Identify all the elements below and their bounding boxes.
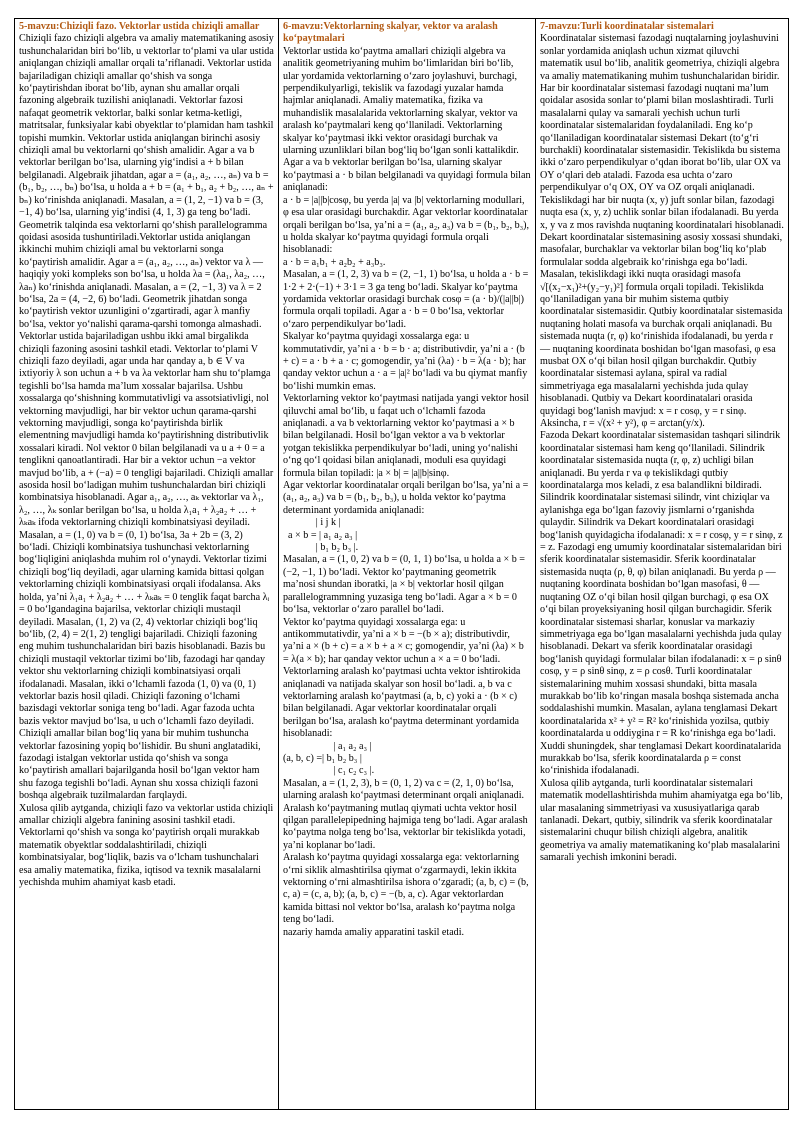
mixed-product-determinant (283, 741, 531, 778)
cross-product-determinant (283, 517, 531, 554)
determinant-line: | a₁ a₂ a₃ | (283, 740, 372, 752)
topic-6-body-part-1: Vektorlar ustida koʻpaytma amallari chiziqli algebra va analitik geometriyaning muhim boʻlimlaridan biri boʻlib, ular yordamida vektorlarning oʻzaro joylashuvi, burchagi, perpendikulyarligi, tekislik va fazodagi yuzalar hamda hajmlar aniqlanadi. Amaliy matematika, fizika va muhandislik masalalarida vektorlarning skalyar, vektor va aralash koʻpaytmalari keng qoʻllaniladi. Vektorlarning skalyar koʻpaytmasi ikki vektor orasidagi burchak va ularning uzunliklari bilan bogʻliq boʻlgan sonli kattalikdir. Agar a va b vektorlar berilgan boʻlsa, ularning skalyar koʻpaytmasi a · b bilan belgilanadi va quyidagi formula bilan aniqlanadi: a · b = |a||b|cosφ, bu yerda |a| va |b| vektorlarning modullari, φ esa ular orasidagi burchakdir. Agar vektorlar koordinatalar orqali berilgan boʻlsa, yaʼni a = (a₁, a₂, a₃) va b = (b₁, b₂, b₃), u holda skalyar koʻpaytma quyidagi formula orqali hisoblanadi: a · b = a₁b₁ + a₂b₂ + a₃b₃. Masalan, a = (1, 2, 3) va b = (2, −1, 1) boʻlsa, u holda a · b = 1·2 + 2·(−1) + 3·1 = 3 ga teng boʻladi. Skalyar koʻpaytma yordamida vektorlar orasidagi burchak cosφ = (a · b)/(|a||b|) formula orqali topiladi. Agar a · b = 0 boʻlsa, vektorlar oʻzaro perpendikulyar boʻladi. Skalyar koʻpaytma quyidagi xossalarga ega: u kommutativdir, yaʼni a · b = b · a; distributivdir, yaʼni a · (b + c) = a · b + a · c; gomogendir, yaʼni (λa) · b = λ(a · b); har qanday vektor uchun a · a = |a|² boʻladi va bu qiymat manfiy boʻlishi mumkin emas. Vektorlarning vektor koʻpaytmasi natijada yangi vektor hosil qiluvchi amal boʻlib, u faqat uch oʻlchamli fazoda aniqlanadi. a va b vektorlarning vektor koʻpaytmasi a × b bilan belgilanadi. Hosil boʻlgan vektor a va b vektorlar yotgan tekislikka perpendikulyar boʻladi, uning yoʻnalishi oʻng qoʻl qoidasi bilan aniqlanadi, moduli esa quyidagi formula bilan topiladi: |a × b| = |a||b|sinφ. Agar vektorlar koordinatalar orqali berilgan boʻlsa, yaʼni a = (a₁, a₂, a₃) va b = (b₁, b₂, b₃), u holda vektor koʻpaytma determinant yordamida aniqlanadi: (283, 45, 531, 516)
determinant-line: a × b = | a₁ a₂ a₃ | (283, 529, 358, 541)
determinant-line: | b₁ b₂ b₃ |. (283, 542, 359, 554)
topic-7-title: 7-mavzu:Turli koordinatalar sistemalari (540, 21, 714, 32)
topic-5-body: Chiziqli fazo chiziqli algebra va amaliy matematikaning asosiy tushunchalaridan biri boʻlib, u vektorlar toʻplami va ular ustida aniqlangan chiziqli amallar orqali taʼriflanadi. Vektorlar ustida bajariladigan chiziqli amallar qoʻshish va songa koʻpaytirishdan iborat boʻlib, aynan shu amallar orqali fazoning algebraik tuzilishi aniqlanadi. Vektorlar fazosi nafaqat geometrik vektorlar, balki sonlar ketma-ketligi, matritsalar, funksiyalar kabi obyektlar toʻplamidan ham tashkil topishi mumkin. Vektorlar ustida aniqlangan birinchi asosiy chiziqli amal bu vektorlarni qoʻshish amalidir. Agar a va b vektorlar berilgan boʻlsa, ularning yigʻindisi a + b bilan belgilanadi. Algebraik jihatdan, agar a = (a₁, a₂, …, aₙ) va b = (b₁, b₂, …, bₙ) boʻlsa, u holda a + b = (a₁ + b₁, a₂ + b₂, …, aₙ + bₙ) koʻrinishda aniqlanadi. Masalan, a = (1, 2, −1) va b = (3, −1, 4) boʻlsa, ularning yigʻindisi (4, 1, 3) ga teng boʻladi. Geometrik talqinda esa vektorlarni qoʻshish parallelogramma qoidasi asosida tushuntiriladi.Vektorlar ustida aniqlangan ikkinchi muhim chiziqli amal bu vektorlarni songa koʻpaytirish amalidir. Agar a = (a₁, a₂, …, aₙ) vektor va λ — haqiqiy yoki kompleks son boʻlsa, u holda λa = (λa₁, λa₂, …, λaₙ) koʻrinishda aniqlanadi. Masalan, a = (2, −1, 3) va λ = 2 boʻlsa, 2a = (4, −2, 6) boʻladi. Geometrik jihatdan songa koʻpaytirish vektor uzunligini oʻzgartiradi, agar λ manfiy boʻlsa, vektor yoʻnalishi qarama-qarshi tomonga almashadi. Vektorlar ustida bajariladigan ushbu ikki amal birgalikda chiziqli fazoning asosini tashkil etadi. Vektorlar toʻplami V chiziqli fazo deyiladi, agar unda har qanday a, b ∈ V va ixtiyoriy λ son uchun a + b va λa vektorlar ham shu toʻplamga tegishli boʻlsa hamda maʼlum xossalar bajarilsa. Ushbu xossalarga qoʻshishning kommutativligi va assotsiativligi, nol vektorning mavjudligi, har bir vektor uchun qarama-qarshi vektorning mavjudligi, songa koʻpaytirishda birlik elementning mavjudligi hamda koʻpaytirishning distributivlik xossalari kiradi. Nol vektor 0 bilan belgilanadi va u a + 0 = a tenglikni qanoatlantiradi. Har bir a vektor uchun −a vektor mavjud boʻlib, a + (−a) = 0 tengligi bajariladi. Chiziqli amallar asosida hosil boʻladigan muhim tushunchalardan biri chiziqli kombinatsiya hisoblanadi. Agar a₁, a₂, …, aₖ vektorlar va λ₁, λ₂, …, λₖ sonlar berilgan boʻlsa, u holda λ₁a₁ + λ₂a₂ + … + λₖaₖ ifoda vektorlarning chiziqli kombinatsiyasi deyiladi. Masalan, a = (1, 0) va b = (0, 1) boʻlsa, 3a + 2b = (3, 2) boʻladi. Chiziqli kombinatsiya tushunchasi vektorlarning bogʻliqligini aniqlashda muhim rol oʻynaydi. Vektorlar tizimi chiziqli bogʻliq deyiladi, agar ularning kamida bittasi qolgan vektorlarning chiziqli kombinatsiyasi orqali ifodalansa. Aks holda, yaʼni λ₁a₁ + λ₂a₂ + … + λₖaₖ = 0 tenglik faqat barcha λᵢ = 0 boʻlgandagina bajarilsa, vektorlar chiziqli mustaqil deyiladi. Masalan, (1, 2) va (2, 4) vektorlar chiziqli bogʻliq boʻlib, (2, 4) = 2(1, 2) tengligi bajariladi. Chiziqli fazoning eng muhim tushunchalaridan biri bazis hisoblanadi. Bazis bu chiziqli mustaqil vektorlar tizimi boʻlib, fazodagi har qanday vektor shu vektorlarning chiziqli kombinatsiyasi orqali ifodalanadi. Masalan, ikki oʻlchamli fazoda (1, 0) va (0, 1) vektorlar bazis hosil qiladi. Chiziqli fazoning oʻlchami bazisdagi vektorlar soniga teng boʻladi. Agar fazoda uchta bazis vektor mavjud boʻlsa, u uch oʻlchamli fazo deyiladi. Chiziqli amallar bilan bogʻliq yana bir muhim tushuncha vektorlar fazosining yopiq boʻlishidir. Bu shuni anglatadiki, fazodagi istalgan vektorlar ustida qoʻshish va songa koʻpaytirish amallari bajarilganda hosil boʻlgan vektor ham shu fazoga tegishli boʻladi. Aynan shu xossa chiziqli fazoni boshqa algebraik tuzilmalardan farqlaydi. Xulosa qilib aytganda, chiziqli fazo va vektorlar ustida chiziqli amallar chiziqli algebra fanining asosini tashkil etadi. Vektorlarni qoʻshish va songa koʻpaytirish orqali murakkab matematik obyektlar soddalashtiriladi, chiziqli kombinatsiyalar, bogʻliqlik, bazis va oʻlcham tushunchalari esa amaliy matematika, fizika, iqtisod va texnik masalalarni yechishda muhim ahamiyat kasb etadi. (19, 33, 274, 889)
column-topic-5 (15, 19, 279, 1110)
topic-6-title: 6-mavzu:Vektorlarning skalyar, vektor va aralash koʻpaytmalari (283, 21, 498, 45)
column-topic-6 (279, 19, 536, 1110)
topic-7-body: Koordinatalar sistemasi fazodagi nuqtalarning joylashuvini sonlar yordamida aniqlash uchun xizmat qiluvchi matematik usul boʻlib, analitik geometriya, chiziqli algebra va amaliy matematikaning muhim tushunchalaridan biridir. Har bir koordinatalar sistemasi fazodagi nuqtani maʼlum qoidalar asosida sonlar toʻplami bilan moslashtiradi. Turli masalalarni qulay va samarali yechish uchun turli koordinatalar sistemalaridan foydalaniladi. Eng koʻp qoʻllaniladigan koordinatalar sistemasi Dekart (toʻgʻri burchakli) koordinatalar sistemasidir. Tekislikda bu sistema ikki oʻzaro perpendikulyar oʻqdan iborat boʻlib, ular OX va OY oʻqlari deb ataladi. Fazoda esa uchta oʻzaro perpendikulyar oʻq OX, OY va OZ orqali aniqlanadi. Tekislikdagi har bir nuqta (x, y) juft sonlar bilan, fazodagi nuqta esa (x, y, z) uchlik sonlar bilan ifodalanadi. Bu yerda x, y va z mos ravishda nuqtaning koordinatalari hisoblanadi. Dekart koordinatalar sistemasining asosiy xossasi shundaki, masofalar, burchaklar va vektorlar bilan bogʻliq koʻplab formulalar sodda algebraik koʻrinishga ega boʻladi. Masalan, tekislikdagi ikki nuqta orasidagi masofa √[(x₂−x₁)²+(y₂−y₁)²] formula orqali topiladi. Tekislikda qoʻllaniladigan yana bir muhim sistema qutbiy koordinatalar sistemasidir. Qutbiy koordinatalar sistemasida nuqtaning holati masofa va burchak orqali aniqlanadi. Bu sistemada nuqta (r, φ) koʻrinishida ifodalanadi, bu yerda r — nuqtaning koordinata boshidan boʻlgan masofasi, φ esa musbat OX oʻqi bilan hosil qilgan burchakdir. Qutbiy koordinatalar sistemasi aylana, spiral va radial simmetriyaga ega masalalarni yechishda juda qulay hisoblanadi. Qutbiy va Dekart koordinatalari orasida quyidagi bogʻlanish mavjud: x = r cosφ, y = r sinφ. Aksincha, r = √(x² + y²), φ = arctan(y/x). Fazoda Dekart koordinatalar sistemasidan tashqari silindrik koordinatalar sistemasi ham keng qoʻllaniladi. Silindrik koordinatalar sistemasida nuqta (r, φ, z) uchligi bilan aniqlanadi. Bu yerda r va φ tekislikdagi qutbiy koordinatalarga mos keladi, z esa balandlikni bildiradi. Silindrik koordinatalar sistemasi silindr, vint chiziqlar va aylanishga ega boʻlgan fazoviy jismlarni oʻrganishda qulaydir. Silindrik va Dekart koordinatalari orasidagi bogʻlanish quyidagicha ifodalanadi: x = r cosφ, y = r sinφ, z = z. Fazodagi eng umumiy koordinatalar sistemalaridan biri sferik koordinatalar sistemasidir. Sferik koordinatalar sistemasida nuqta (ρ, θ, φ) bilan aniqlanadi. Bu yerda ρ — nuqtaning koordinata boshidan boʻlgan masofasi, θ — nuqtaning OZ oʻqi bilan hosil qilgan burchagi, φ esa OX oʻqi bilan proyeksiyaning hosil qilgan burchagidir. Sferik koordinatalar sistemasi sharlar, konuslar va markaziy simmetriyaga ega boʻlgan masalalarni yechishda juda qulay hisoblanadi. Dekart va sferik koordinatalar orasidagi bogʻlanish quyidagi formulalar bilan ifodalanadi: x = ρ sinθ cosφ, y = ρ sinθ sinφ, z = ρ cosθ. Turli koordinatalar sistemalarining muhim xossasi shundaki, bitta masala murakkab boʻlib koʻringan masala boshqa sistemada ancha soddalashishi mumkin. Masalan, aylana tenglamasi Dekart koordinatalarida x² + y² = R² koʻrinishida yozilsa, qutbiy koordinatalarda u oddiygina r = R koʻrinishga ega boʻladi. Xuddi shuningdek, shar tenglamasi Dekart koordinatalarida murakkab boʻlsa, sferik koordinatalarda ρ = const koʻrinishida ifodalanadi. Xulosa qilib aytganda, turli koordinatalar sistemalari matematik modellashtirishda muhim ahamiyatga ega boʻlib, ular masalaning simmetriyasi va xususiyatlariga qarab tanlanadi. Dekart, qutbiy, silindrik va sferik koordinatalar sistemalarini chuqur bilish chiziqli algebra, analitik geometriya va amaliy matematikaning koʻplab masalalarini samarali yechish imkonini beradi. (540, 33, 784, 864)
topic-6-body-part-2: Masalan, a = (1, 0, 2) va b = (0, 1, 1) boʻlsa, u holda a × b = (−2, −1, 1) boʻladi. Vektor koʻpaytmaning geometrik maʼnosi shundan iboratki, |a × b| vektorlar hosil qilgan parallelogrammning yuzasiga teng boʻladi. Agar a × b = 0 boʻlsa, vektorlar oʻzaro parallel boʻladi. Vektor koʻpaytma quyidagi xossalarga ega: u antikommutativdir, yaʼni a × b = −(b × a); distributivdir, yaʼni a × (b + c) = a × b + a × c; gomogendir, yaʼni (λa) × b = λ(a × b); har qanday vektor uchun a × a = 0 boʻladi. Vektorlarning aralash koʻpaytmasi uchta vektor ishtirokida aniqlanadi va natijada skalyar son hosil boʻladi. a, b va c vektorlarning aralash koʻpaytmasi (a, b, c) yoki a · (b × c) bilan belgilanadi. Agar vektorlar koordinatalar orqali berilgan boʻlsa, aralash koʻpaytma determinant yordamida hisoblanadi: (283, 554, 525, 740)
topic-6-body-part-3: Masalan, a = (1, 2, 3), b = (0, 1, 2) va c = (2, 1, 0) boʻlsa, ularning aralash koʻpaytmasi determinant orqali aniqlanadi. Aralash koʻpaytmaning mutlaq qiymati uchta vektor hosil qilgan parallelepipedning hajmiga teng boʻladi. Agar aralash koʻpaytma nolga teng boʻlsa, vektorlar bir tekislikda yotadi, yaʼni koplanar boʻladi. Aralash koʻpaytma quyidagi xossalarga ega: vektorlarning oʻrni siklik almashtirilsa qiymat oʻzgarmaydi, lekin ikkita vektorning oʻrni almashtirilsa ishora oʻzgaradi; (a, b, c) = (b, c, a) = (c, a, b); (a, b, c) = −(b, a, c). Agar vektorlardan kamida bittasi nol vektor boʻlsa, aralash koʻpaytma nolga teng boʻladi. nazariy hamda amaliy apparatini taskil etadi. (283, 777, 529, 938)
three-column-table (14, 18, 789, 1110)
determinant-line: (a, b, c) =| b₁ b₂ b₃ | (283, 752, 362, 764)
determinant-line: | c₁ c₂ c₃ |. (283, 765, 375, 777)
determinant-line: | i j k | (283, 517, 341, 529)
table-row (15, 19, 789, 1110)
column-topic-7 (536, 19, 789, 1110)
topic-5-title: 5-mavzu:Chiziqli fazo. Vektorlar ustida chiziqli amallar (19, 21, 260, 32)
